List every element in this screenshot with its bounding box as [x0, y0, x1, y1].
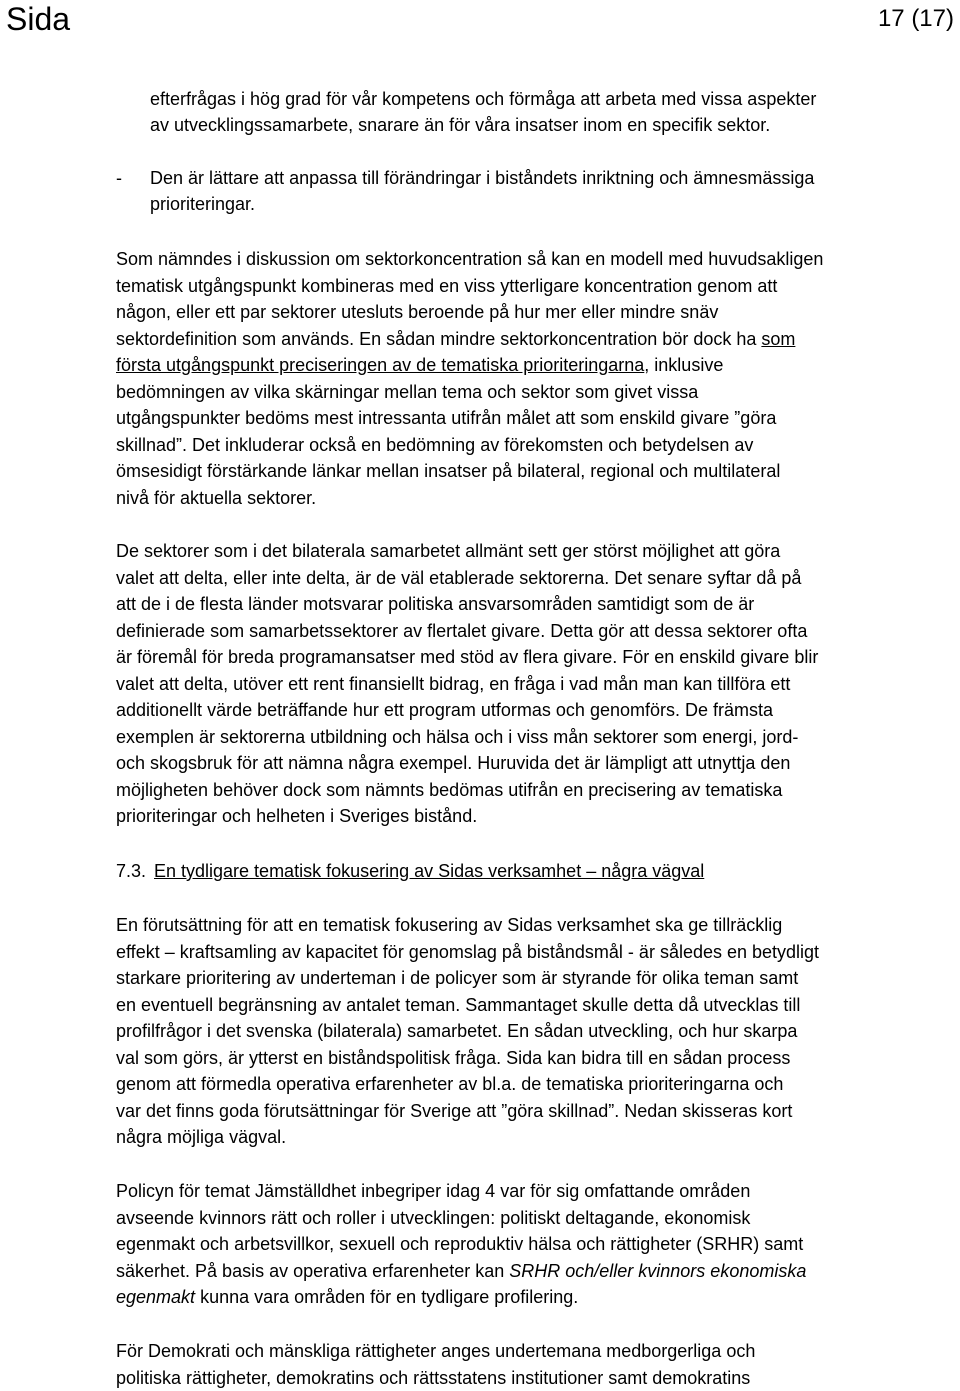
- section-heading: [116, 858, 704, 884]
- text-line: egenmakt och arbetsvillkor, sexuell och reproduktiv hälsa och rättigheter (SRHR) samt: [116, 1231, 916, 1258]
- text-line: någon, eller ett par sektorer utesluts beroende på hur mer eller mindre snäv: [116, 299, 916, 326]
- text-line: bedömningen av vilka skärningar mellan tema och sektor som givet vissa: [116, 379, 916, 406]
- text-line: ömsesidigt förstärkande länkar mellan insatser på bilateral, regional och multilateral: [116, 458, 916, 485]
- paragraph-5: [116, 1338, 916, 1391]
- text-line: En förutsättning för att en tematisk fokusering av Sidas verksamhet ska ge tillräcklig: [116, 912, 916, 939]
- text-line: Som nämndes i diskussion om sektorkoncentration så kan en modell med huvudsakligen: [116, 246, 916, 273]
- continuation-text: [116, 86, 916, 138]
- italic-text: SRHR och/eller kvinnors ekonomiska: [509, 1261, 806, 1281]
- text-span: , inklusive: [644, 355, 723, 375]
- text-line: valet att delta, eller inte delta, är de väl etablerade sektorerna. Det senare syftar då på: [116, 565, 916, 592]
- text-line: val som görs, är ytterst en biståndspolitisk fråga. Sida kan bidra till en sådan process: [116, 1045, 916, 1072]
- section-number: 7.3.: [116, 858, 154, 884]
- text-line: starkare prioritering av underteman i de policyer som är styrande för olika teman samt: [116, 965, 916, 992]
- text-line: valet att delta, utöver ett rent finansiellt bidrag, en fråga i vad mån man kan tillföra ett: [116, 671, 916, 698]
- text-line: definierade som samarbetssektorer av flertalet givare. Detta gör att dessa sektorer ofta: [116, 618, 916, 645]
- bullet-dash: -: [116, 165, 150, 191]
- text-line: effekt – kraftsamling av kapacitet för genomslag på biståndsmål - är således en betydligt: [116, 939, 916, 966]
- paragraph-4: [116, 1178, 916, 1311]
- text-line: Den är lättare att anpassa till förändringar i biståndets inriktning och ämnesmässiga: [150, 168, 814, 188]
- text-line: De sektorer som i det bilaterala samarbetet allmänt sett ger störst möjlighet att göra: [116, 538, 916, 565]
- text-line: några möjliga vägval.: [116, 1124, 916, 1151]
- text-line: nivå för aktuella sektorer.: [116, 485, 916, 512]
- header-title: Sida: [6, 0, 70, 38]
- text-line: additionellt värde beträffande hur ett program utformas och genomförs. De främsta: [116, 697, 916, 724]
- text-line: och skogsbruk för att nämna några exempel. Huruvida det är lämpligt att utnyttja den: [116, 750, 916, 777]
- underlined-text: som: [761, 329, 795, 349]
- text-line: är föremål för breda programansatser med stöd av flera givare. För en enskild givare blir: [116, 644, 916, 671]
- paragraph-2: [116, 538, 916, 830]
- text-line: prioriteringar.: [116, 191, 916, 217]
- text-line: skillnad”. Det inkluderar också en bedömning av förekomsten och betydelsen av: [116, 432, 916, 459]
- text-line: möjligheten behöver dock som nämnts bedömas utifrån en precisering av tematiska: [116, 777, 916, 804]
- paragraph-3: [116, 912, 916, 1151]
- text-line: prioriteringar och helheten i Sveriges bistånd.: [116, 803, 916, 830]
- text-line: För Demokrati och mänskliga rättigheter anges undertemana medborgerliga och: [116, 1338, 916, 1365]
- text-line: avseende kvinnors rätt och roller i utvecklingen: politiskt deltagande, ekonomisk: [116, 1205, 916, 1232]
- text-span: sektordefinition som används. En sådan mindre sektorkoncentration bör dock ha: [116, 329, 761, 349]
- page-number: 17 (17): [878, 4, 954, 34]
- bullet-item: [116, 165, 916, 217]
- text-line: utgångspunkter bedöms mest intressanta utifrån målet att som enskild givare ”göra: [116, 405, 916, 432]
- text-line: av utvecklingssamarbete, snarare än för våra insatser inom en specifik sektor.: [116, 112, 916, 138]
- text-line: efterfrågas i hög grad för vår kompetens och förmåga att arbeta med vissa aspekter: [116, 86, 916, 112]
- text-line: profilfrågor i det svenska (bilaterala) samarbetet. En sådan utveckling, och hur skarpa: [116, 1018, 916, 1045]
- text-span: säkerhet. På basis av operativa erfarenheter kan: [116, 1261, 509, 1281]
- underlined-text: första utgångspunkt preciseringen av de tematiska prioriteringarna: [116, 355, 644, 375]
- section-title: En tydligare tematisk fokusering av Sidas verksamhet – några vägval: [154, 861, 704, 881]
- text-span: kunna vara områden för en tydligare profilering.: [195, 1287, 578, 1307]
- text-line: att de i de flesta länder motsvarar politiska ansvarsområden samtidigt som de är: [116, 591, 916, 618]
- text-line: Policyn för temat Jämställdhet inbegriper idag 4 var för sig omfattande områden: [116, 1178, 916, 1205]
- text-line: genom att förmedla operativa erfarenheter av bl.a. de tematiska prioriteringarna och: [116, 1071, 916, 1098]
- text-line: var det finns goda förutsättningar för Sverige att ”göra skillnad”. Nedan skisseras kort: [116, 1098, 916, 1125]
- text-line: politiska rättigheter, demokratins och rättsstatens institutioner samt demokratins: [116, 1365, 916, 1391]
- text-line: en eventuell begränsning av antalet teman. Sammantaget skulle detta då utvecklas till: [116, 992, 916, 1019]
- text-line: exemplen är sektorerna utbildning och hälsa och i viss mån sektorer som energi, jord-: [116, 724, 916, 751]
- paragraph-1: [116, 246, 916, 511]
- italic-text: egenmakt: [116, 1287, 195, 1307]
- text-line: tematisk utgångspunkt kombineras med en viss ytterligare koncentration genom att: [116, 273, 916, 300]
